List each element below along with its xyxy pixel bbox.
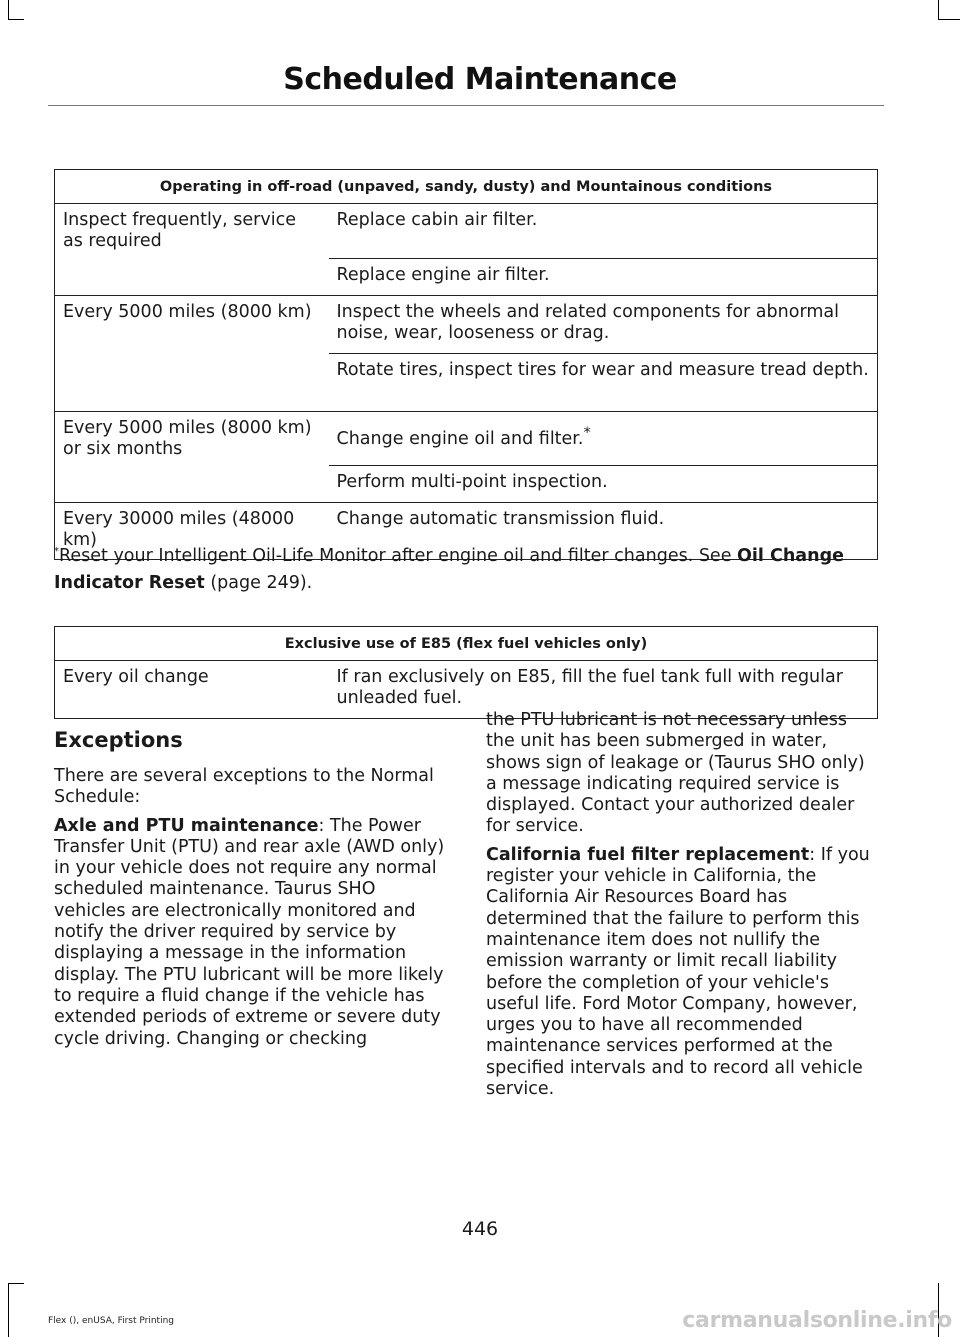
crop-mark [938,0,939,20]
crop-mark [8,19,24,20]
paragraph [486,845,878,1101]
task-cell: Replace engine air filter. [329,258,878,295]
crop-mark [8,0,9,20]
interval-cell-empty [55,258,329,295]
watermark: carmanualsonline.info [682,1308,952,1333]
print-footer: Flex (), enUSA, First Printing [48,1316,174,1326]
page-title: Scheduled Maintenance [283,62,677,97]
section-heading: Exceptions [54,728,183,752]
e85-maintenance-table [54,626,878,719]
crop-mark [8,1283,24,1284]
text-column-left [54,766,446,1057]
text-column-right [486,710,878,1107]
task-text: Change engine oil and filter. [336,428,584,449]
task-cell: Change automatic transmission fluid. [329,503,878,560]
paragraph: There are several exceptions to the Normal Schedule: [54,766,434,808]
footnote-text: Reset your Intelligent Oil-Life Monitor after engine oil and filter changes. See [59,545,738,566]
interval-cell-empty [55,353,329,411]
interval-cell: Inspect frequently, service as required [55,204,329,259]
interval-cell: Every 30000 miles (48000 km) [55,503,329,560]
offroad-maintenance-table [54,169,878,560]
task-cell [329,411,878,466]
page-reference: (page 249). [204,572,313,593]
paragraph-label: Axle and PTU maintenance [54,815,319,836]
header-divider [48,105,884,106]
task-cell: Rotate tires, inspect tires for wear and measure tread depth. [329,353,878,411]
paragraph [54,816,446,1050]
footnote [54,538,880,597]
interval-cell: Every 5000 miles (8000 km) or six months [55,411,329,466]
page-number: 446 [461,1218,499,1240]
cross-reference-link[interactable]: Oil Change Indicator Reset [54,545,844,593]
interval-cell: Every 5000 miles (8000 km) [55,295,329,353]
paragraph-label: California fuel filter replacement [486,844,810,865]
footnote-marker: * [54,546,59,557]
table-title: Operating in off-road (unpaved, sandy, dusty) and Mountainous conditions [55,170,878,204]
table-title: Exclusive use of E85 (flex fuel vehicles only) [55,627,878,661]
crop-mark [938,19,960,20]
interval-cell: Every oil change [55,661,329,719]
paragraph-text: : The Power Transfer Unit (PTU) and rear axle (AWD only) in your vehicle does not require any normal scheduled maintenance. Taurus SHO vehicles are electronically monitored and notify the driver required by service by displaying a message in the information display. The PTU lubricant will be more likely to require a fluid change if the vehicle has extended periods of extreme or severe duty cycle driving. Changing or checking [54,815,445,1049]
paragraph-text: : If you register your vehicle in California, the California Air Resources Board has determined that the failure to perform this maintenance item does not nullify the emission warranty or limit recall liability before the completion of your vehicle's useful life. Ford Motor Company, however, urges you to have all recommended maintenance services performed at the specified intervals and to record all vehicle service. [486,844,870,1100]
paragraph: the PTU lubricant is not necessary unless the unit has been submerged in water, shows sign of leakage or (Taurus SHO only) a message indicating required service is displayed. Contact your authorized dealer for service. [486,710,865,837]
task-cell: Inspect the wheels and related components for abnormal noise, wear, looseness or drag. [329,295,878,353]
task-cell: Replace cabin air filter. [329,204,878,259]
crop-mark [8,1283,9,1337]
task-cell: If ran exclusively on E85, fill the fuel tank full with regular unleaded fuel. [329,661,878,719]
interval-cell-empty [55,466,329,503]
footnote-marker: * [583,423,591,441]
task-cell: Perform multi-point inspection. [329,466,878,503]
